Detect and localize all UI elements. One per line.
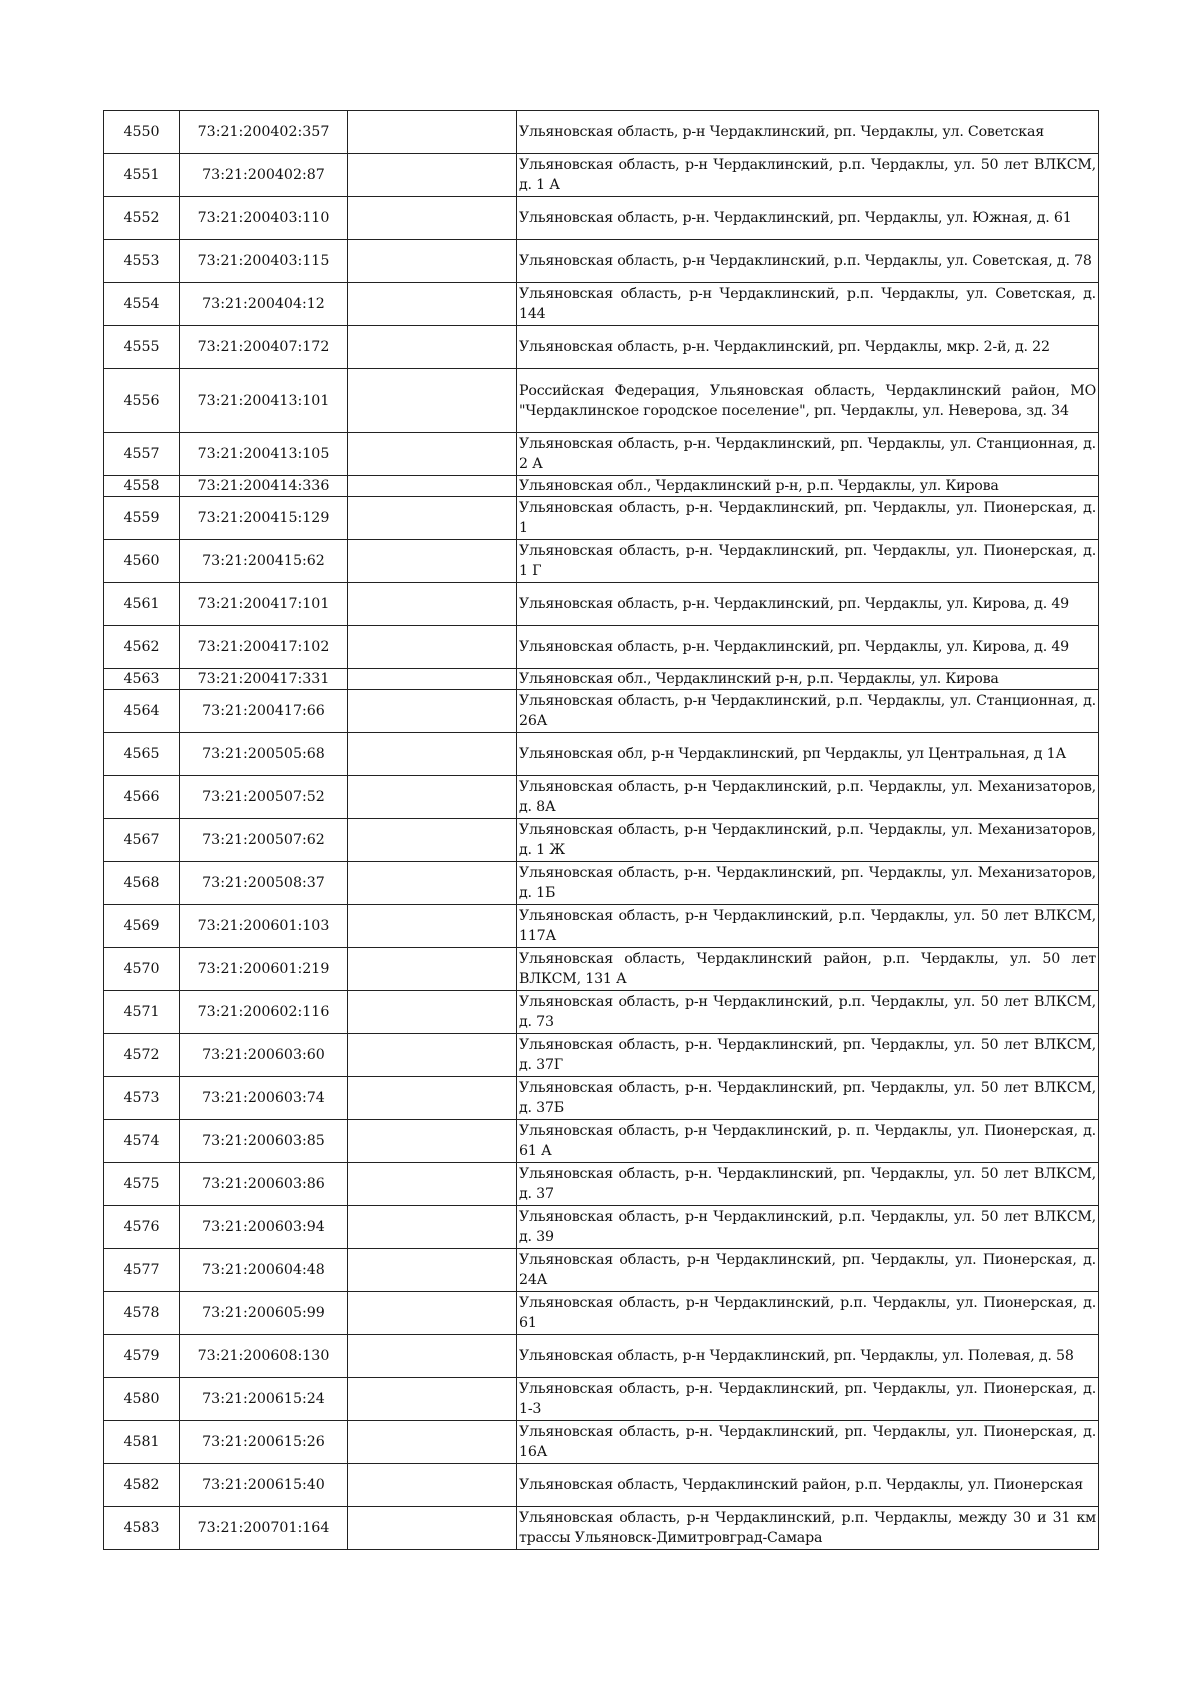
cadastral-number-cell: 73:21:200601:219 [180,948,348,991]
row-number-cell: 4557 [104,433,180,476]
cadastral-number-cell: 73:21:200414:336 [180,476,348,497]
row-number-cell: 4571 [104,991,180,1034]
empty-cell [348,1034,517,1077]
row-number-cell: 4552 [104,197,180,240]
address-cell: Ульяновская обл, р-н Чердаклинский, рп Чердаклы, ул Центральная, д 1А [517,733,1099,776]
cadastral-number-cell: 73:21:200417:102 [180,626,348,669]
empty-cell [348,1120,517,1163]
row-number-cell: 4560 [104,540,180,583]
empty-cell [348,669,517,690]
empty-cell [348,819,517,862]
table-row [104,369,1099,433]
row-number-cell: 4563 [104,669,180,690]
row-number-cell: 4573 [104,1077,180,1120]
registry-table-body [104,111,1099,1550]
empty-cell [348,197,517,240]
address-cell: Ульяновская область, р-н Чердаклинский, р.п. Чердаклы, ул. 50 лет ВЛКСМ, д. 73 [517,991,1099,1034]
row-number-cell: 4578 [104,1292,180,1335]
cadastral-number-cell: 73:21:200505:68 [180,733,348,776]
address-cell: Ульяновская область, р-н Чердаклинский, р.п. Чердаклы, ул. 50 лет ВЛКСМ, д. 1 А [517,154,1099,197]
empty-cell [348,583,517,626]
empty-cell [348,154,517,197]
address-cell: Российская Федерация, Ульяновская область, Чердаклинский район, МО "Чердаклинское городское поселение", рп. Чердаклы, ул. Неверова, зд. 34 [517,369,1099,433]
table-row [104,626,1099,669]
row-number-cell: 4575 [104,1163,180,1206]
empty-cell [348,476,517,497]
empty-cell [348,1163,517,1206]
cadastral-number-cell: 73:21:200603:94 [180,1206,348,1249]
cadastral-number-cell: 73:21:200413:101 [180,369,348,433]
empty-cell [348,1206,517,1249]
cadastral-number-cell: 73:21:200404:12 [180,283,348,326]
address-cell: Ульяновская область, р-н Чердаклинский, р.п. Чердаклы, ул. 50 лет ВЛКСМ, 117А [517,905,1099,948]
table-row [104,476,1099,497]
empty-cell [348,497,517,540]
empty-cell [348,326,517,369]
row-number-cell: 4574 [104,1120,180,1163]
row-number-cell: 4569 [104,905,180,948]
table-row [104,1292,1099,1335]
row-number-cell: 4561 [104,583,180,626]
table-row [104,1077,1099,1120]
cadastral-number-cell: 73:21:200615:40 [180,1464,348,1507]
empty-cell [348,626,517,669]
row-number-cell: 4582 [104,1464,180,1507]
address-cell: Ульяновская область, р-н. Чердаклинский, рп. Чердаклы, ул. Механизаторов, д. 1Б [517,862,1099,905]
empty-cell [348,1421,517,1464]
table-row [104,433,1099,476]
cadastral-number-cell: 73:21:200507:62 [180,819,348,862]
address-cell: Ульяновская область, р-н Чердаклинский, р.п. Чердаклы, ул. Пионерская, д. 61 [517,1292,1099,1335]
table-row [104,154,1099,197]
table-row [104,819,1099,862]
cadastral-number-cell: 73:21:200417:66 [180,690,348,733]
address-cell: Ульяновская область, р-н. Чердаклинский, рп. Чердаклы, мкр. 2-й, д. 22 [517,326,1099,369]
row-number-cell: 4555 [104,326,180,369]
table-row [104,497,1099,540]
empty-cell [348,1077,517,1120]
cadastral-number-cell: 73:21:200413:105 [180,433,348,476]
row-number-cell: 4568 [104,862,180,905]
empty-cell [348,1249,517,1292]
address-cell: Ульяновская обл., Чердаклинский р-н, р.п. Чердаклы, ул. Кирова [517,669,1099,690]
cadastral-number-cell: 73:21:200602:116 [180,991,348,1034]
address-cell: Ульяновская область, р-н Чердаклинский, р.п. Чердаклы, между 30 и 31 км трассы Ульяновск-Димитровград-Самара [517,1507,1099,1550]
table-row [104,197,1099,240]
table-row [104,862,1099,905]
address-cell: Ульяновская область, р-н. Чердаклинский, рп. Чердаклы, ул. Пионерская, д. 1 [517,497,1099,540]
address-cell: Ульяновская область, р-н Чердаклинский, р.п. Чердаклы, ул. Механизаторов, д. 8А [517,776,1099,819]
address-cell: Ульяновская область, р-н Чердаклинский, р.п. Чердаклы, ул. Советская, д. 78 [517,240,1099,283]
row-number-cell: 4581 [104,1421,180,1464]
table-row [104,1335,1099,1378]
cadastral-number-cell: 73:21:200417:331 [180,669,348,690]
row-number-cell: 4564 [104,690,180,733]
table-row [104,905,1099,948]
address-cell: Ульяновская область, Чердаклинский район, р.п. Чердаклы, ул. 50 лет ВЛКСМ, 131 А [517,948,1099,991]
cadastral-number-cell: 73:21:200507:52 [180,776,348,819]
address-cell: Ульяновская область, р-н Чердаклинский, рп. Чердаклы, ул. Советская [517,111,1099,154]
table-row [104,583,1099,626]
empty-cell [348,111,517,154]
address-cell: Ульяновская обл., Чердаклинский р-н, р.п. Чердаклы, ул. Кирова [517,476,1099,497]
cadastral-number-cell: 73:21:200603:86 [180,1163,348,1206]
empty-cell [348,1292,517,1335]
row-number-cell: 4576 [104,1206,180,1249]
row-number-cell: 4553 [104,240,180,283]
table-row [104,776,1099,819]
row-number-cell: 4550 [104,111,180,154]
table-row [104,240,1099,283]
empty-cell [348,369,517,433]
row-number-cell: 4579 [104,1335,180,1378]
empty-cell [348,1335,517,1378]
table-row [104,1464,1099,1507]
cadastral-number-cell: 73:21:200415:129 [180,497,348,540]
table-row [104,1378,1099,1421]
table-row [104,669,1099,690]
cadastral-number-cell: 73:21:200604:48 [180,1249,348,1292]
row-number-cell: 4583 [104,1507,180,1550]
empty-cell [348,948,517,991]
row-number-cell: 4580 [104,1378,180,1421]
table-row [104,283,1099,326]
table-row [104,1120,1099,1163]
cadastral-number-cell: 73:21:200403:115 [180,240,348,283]
row-number-cell: 4558 [104,476,180,497]
address-cell: Ульяновская область, р-н. Чердаклинский, рп. Чердаклы, ул. Кирова, д. 49 [517,583,1099,626]
row-number-cell: 4554 [104,283,180,326]
address-cell: Ульяновская область, р-н Чердаклинский, рп. Чердаклы, ул. Пионерская, д. 24А [517,1249,1099,1292]
empty-cell [348,240,517,283]
table-row [104,690,1099,733]
table-row [104,540,1099,583]
row-number-cell: 4565 [104,733,180,776]
table-row [104,948,1099,991]
empty-cell [348,905,517,948]
address-cell: Ульяновская область, р-н. Чердаклинский, рп. Чердаклы, ул. Пионерская, д. 16А [517,1421,1099,1464]
address-cell: Ульяновская область, Чердаклинский район, р.п. Чердаклы, ул. Пионерская [517,1464,1099,1507]
address-cell: Ульяновская область, р-н. Чердаклинский, рп. Чердаклы, ул. Пионерская, д. 1 Г [517,540,1099,583]
address-cell: Ульяновская область, р-н. Чердаклинский, рп. Чердаклы, ул. 50 лет ВЛКСМ, д. 37Г [517,1034,1099,1077]
cadastral-number-cell: 73:21:200601:103 [180,905,348,948]
cadastral-number-cell: 73:21:200615:24 [180,1378,348,1421]
table-row [104,1034,1099,1077]
address-cell: Ульяновская область, р-н Чердаклинский, р. п. Чердаклы, ул. Пионерская, д. 61 А [517,1120,1099,1163]
row-number-cell: 4559 [104,497,180,540]
cadastral-number-cell: 73:21:200605:99 [180,1292,348,1335]
table-row [104,991,1099,1034]
empty-cell [348,540,517,583]
table-row [104,1421,1099,1464]
empty-cell [348,1378,517,1421]
empty-cell [348,776,517,819]
row-number-cell: 4556 [104,369,180,433]
empty-cell [348,733,517,776]
row-number-cell: 4572 [104,1034,180,1077]
cadastral-number-cell: 73:21:200615:26 [180,1421,348,1464]
address-cell: Ульяновская область, р-н. Чердаклинский, рп. Чердаклы, ул. Станционная, д. 2 А [517,433,1099,476]
table-row [104,111,1099,154]
table-row [104,1163,1099,1206]
table-row [104,1249,1099,1292]
row-number-cell: 4551 [104,154,180,197]
address-cell: Ульяновская область, р-н Чердаклинский, р.п. Чердаклы, ул. 50 лет ВЛКСМ, д. 39 [517,1206,1099,1249]
cadastral-number-cell: 73:21:200417:101 [180,583,348,626]
table-row [104,326,1099,369]
address-cell: Ульяновская область, р-н Чердаклинский, р.п. Чердаклы, ул. Механизаторов, д. 1 Ж [517,819,1099,862]
cadastral-number-cell: 73:21:200402:357 [180,111,348,154]
table-row [104,1206,1099,1249]
empty-cell [348,1464,517,1507]
cadastral-number-cell: 73:21:200407:172 [180,326,348,369]
address-cell: Ульяновская область, р-н. Чердаклинский, рп. Чердаклы, ул. Южная, д. 61 [517,197,1099,240]
address-cell: Ульяновская область, р-н Чердаклинский, р.п. Чердаклы, ул. Станционная, д. 26А [517,690,1099,733]
cadastral-number-cell: 73:21:200701:164 [180,1507,348,1550]
cadastral-number-cell: 73:21:200508:37 [180,862,348,905]
empty-cell [348,433,517,476]
empty-cell [348,991,517,1034]
empty-cell [348,283,517,326]
cadastral-number-cell: 73:21:200603:60 [180,1034,348,1077]
cadastral-number-cell: 73:21:200403:110 [180,197,348,240]
empty-cell [348,1507,517,1550]
address-cell: Ульяновская область, р-н. Чердаклинский, рп. Чердаклы, ул. Пионерская, д. 1-3 [517,1378,1099,1421]
cadastral-number-cell: 73:21:200402:87 [180,154,348,197]
address-cell: Ульяновская область, р-н. Чердаклинский, рп. Чердаклы, ул. 50 лет ВЛКСМ, д. 37 [517,1163,1099,1206]
cadastral-number-cell: 73:21:200415:62 [180,540,348,583]
row-number-cell: 4566 [104,776,180,819]
registry-table [103,110,1099,1550]
cadastral-number-cell: 73:21:200603:85 [180,1120,348,1163]
row-number-cell: 4562 [104,626,180,669]
empty-cell [348,862,517,905]
row-number-cell: 4570 [104,948,180,991]
cadastral-number-cell: 73:21:200603:74 [180,1077,348,1120]
cadastral-number-cell: 73:21:200608:130 [180,1335,348,1378]
table-row [104,1507,1099,1550]
address-cell: Ульяновская область, р-н Чердаклинский, рп. Чердаклы, ул. Полевая, д. 58 [517,1335,1099,1378]
address-cell: Ульяновская область, р-н Чердаклинский, р.п. Чердаклы, ул. Советская, д. 144 [517,283,1099,326]
row-number-cell: 4567 [104,819,180,862]
empty-cell [348,690,517,733]
table-row [104,733,1099,776]
address-cell: Ульяновская область, р-н. Чердаклинский, рп. Чердаклы, ул. Кирова, д. 49 [517,626,1099,669]
address-cell: Ульяновская область, р-н. Чердаклинский, рп. Чердаклы, ул. 50 лет ВЛКСМ, д. 37Б [517,1077,1099,1120]
row-number-cell: 4577 [104,1249,180,1292]
